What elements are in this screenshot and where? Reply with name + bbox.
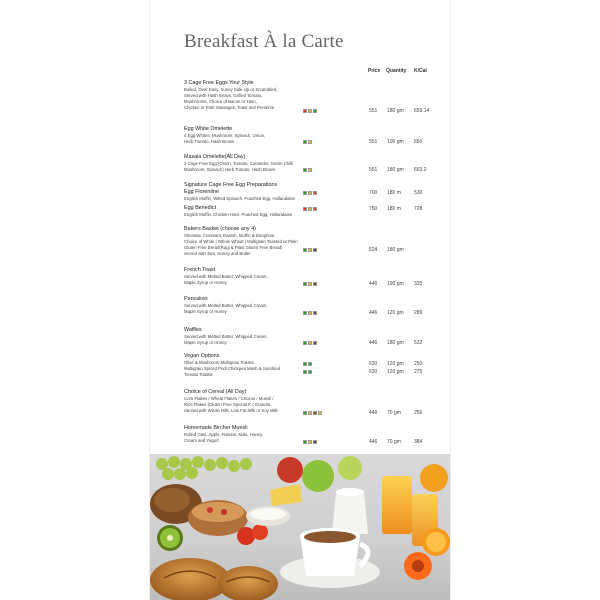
veg-icon	[303, 370, 307, 374]
non-veg-icon	[313, 207, 317, 211]
menu-page	[150, 0, 450, 600]
item-name: Masala Omelette(All Day)	[184, 154, 246, 160]
vegan-icon	[308, 370, 312, 374]
item-desc-line: Sheraton Croissant, Danish, Muffin & Doughnut	[184, 233, 275, 238]
egg-icon	[308, 311, 312, 315]
veg-icon	[303, 311, 307, 315]
dietary-icons	[303, 370, 312, 374]
item-quantity: 100 gm	[387, 139, 404, 145]
dietary-icons	[303, 341, 317, 345]
veg-icon	[303, 168, 307, 172]
item-desc-line: Herb Tomato, Hash Brown	[184, 139, 235, 144]
item-quantity: 70 gm	[387, 439, 401, 445]
egg-icon	[308, 191, 312, 195]
dietary-icons	[303, 140, 312, 144]
item-kcal: 532	[414, 340, 423, 346]
item-desc-line: Gluten Free Bread(Ragi & Plain Gluten Free Bread)	[184, 245, 283, 250]
dietary-icons	[303, 362, 312, 366]
veg-icon	[303, 191, 307, 195]
non-veg-icon	[303, 207, 307, 211]
veg-icon	[303, 411, 307, 415]
nuts-icon	[318, 411, 322, 415]
gluten-icon	[313, 341, 317, 345]
non-veg-icon	[303, 109, 307, 113]
nuts-icon	[313, 440, 317, 444]
menu-item-french-toast	[184, 267, 450, 286]
item-price: 446	[369, 439, 378, 445]
gluten-icon	[313, 411, 317, 415]
item-desc-line: Olive & Mushroom Multigrain Toastie	[184, 360, 254, 365]
item-desc-line: Chicken or Pork Sausages, Toast and Preserve	[184, 105, 275, 110]
veg-icon	[303, 248, 307, 252]
item-quantity: 180 gm	[387, 247, 404, 253]
item-quantity: 120 gm	[387, 369, 404, 375]
item-price: 551	[369, 139, 378, 145]
item-quantity: 120 gm	[387, 310, 404, 316]
item-desc-line: Served with Hash Brown, Grilled Tomato,	[184, 93, 263, 98]
gluten-icon	[313, 248, 317, 252]
egg-icon	[308, 207, 312, 211]
egg-icon	[308, 341, 312, 345]
dietary-icons	[303, 282, 317, 286]
item-price: 630	[369, 369, 378, 375]
item-name: Pancakes	[184, 296, 208, 302]
item-price: 446	[369, 310, 378, 316]
item-kcal: 256	[414, 410, 423, 416]
veg-icon	[303, 341, 307, 345]
item-kcal: 530	[414, 190, 423, 196]
quantity-column-header: Quantity	[386, 68, 407, 74]
item-desc-line: Served with Melted Butter, Whipped Cream,	[184, 274, 268, 279]
item-name: Bakers Basket (choose any 4)	[184, 226, 256, 232]
vegan-icon	[308, 362, 312, 366]
item-kcal: 384	[414, 439, 423, 445]
item-kcal: 728	[414, 206, 423, 212]
veg-icon	[303, 440, 307, 444]
item-price: 446	[369, 410, 378, 416]
dairy-icon	[308, 440, 312, 444]
item-name: Egg Benedict	[184, 205, 217, 211]
item-kcal: 275	[414, 369, 423, 375]
menu-item-bircher-muesli	[184, 425, 450, 444]
item-price: 446	[369, 281, 378, 287]
gluten-icon	[313, 311, 317, 315]
menu-item-bakers-basket	[184, 226, 450, 257]
item-quantity: 180 gm	[387, 340, 404, 346]
dietary-icons	[303, 109, 317, 113]
item-kcal: 289	[414, 310, 423, 316]
item-name: 3 Cage Free Eggs Your Style	[184, 80, 254, 86]
item-desc-line: Cream and Yogurt	[184, 438, 219, 443]
item-desc-line: served with Jam, Honey and Butter	[184, 251, 251, 256]
item-name: French Toast	[184, 267, 216, 273]
item-price: 446	[369, 340, 378, 346]
item-quantity: 180 m	[387, 206, 401, 212]
item-name: Waffles	[184, 327, 202, 333]
egg-icon	[308, 248, 312, 252]
dietary-icons	[303, 191, 317, 195]
veg-icon	[303, 362, 307, 366]
menu-item-masala-omelette	[184, 154, 450, 173]
dietary-icons	[303, 311, 317, 315]
dairy-icon	[308, 411, 312, 415]
item-price: 551	[369, 167, 378, 173]
menu-item-eggs-your-style	[184, 80, 450, 111]
egg-icon	[308, 109, 312, 113]
dietary-icons	[303, 207, 317, 211]
item-desc-line: Maple Syrup or Honey	[184, 280, 227, 285]
gluten-icon	[313, 282, 317, 286]
breakfast-photo-illustration	[150, 454, 450, 600]
section-name: Signature Cage Free Egg Preparations	[184, 182, 278, 188]
item-desc-line: Mushrooms, Choice of Bacon or Ham,	[184, 99, 257, 104]
item-name: Egg White Omelette	[184, 126, 233, 132]
item-name: Vegan Options	[184, 353, 220, 359]
item-desc-line: English Muffin, Chicken Ham, Poached Egg, Hollandaise	[184, 212, 293, 217]
item-desc-line: 4 Egg Whites, Mushroom, Spinach, Onion,	[184, 133, 266, 138]
item-price: 630	[369, 361, 378, 367]
item-price: 524	[369, 247, 378, 253]
item-price: 700	[369, 190, 378, 196]
item-desc-line: Served with Melted Butter, Whipped Cream,	[184, 334, 268, 339]
dietary-icons	[303, 440, 317, 444]
item-desc-line: Corn Flakes / Wheat Flakes / Chocos / Muesli /	[184, 396, 274, 401]
kcal-column-header: K/Cal	[414, 68, 427, 74]
egg-icon	[308, 168, 312, 172]
item-kcal: 659.14	[414, 108, 430, 114]
item-desc-line: Mushroom, Spinach) Herb Tomato, Hash Brown	[184, 167, 276, 172]
menu-title: Breakfast À la Carte	[184, 31, 344, 52]
veg-icon	[303, 140, 307, 144]
veg-icon	[313, 109, 317, 113]
menu-item-waffles	[184, 327, 450, 346]
item-desc-line: Rolled Oats, Apple, Raisins, Nuts, Honey,	[184, 432, 263, 437]
egg-icon	[308, 282, 312, 286]
item-desc-line: Multigrain Spiced Podi Chickpea Mash & Sundried	[184, 366, 281, 371]
dietary-icons	[303, 168, 312, 172]
menu-item-pancakes	[184, 296, 450, 315]
item-quantity: 70 gm	[387, 410, 401, 416]
dietary-icons	[303, 248, 317, 252]
menu-item-egg-white-omelette	[184, 126, 450, 145]
item-quantity: 190 gm	[387, 281, 404, 287]
menu-item-egg-benedict	[184, 205, 450, 218]
item-desc-line: Served with Whole Milk, Low Fat Milk or Soy Milk	[184, 408, 278, 413]
item-desc-line: Maple Syrup or Honey	[184, 309, 227, 314]
breakfast-photo	[150, 454, 450, 600]
item-desc-line: Boiled, Over Easy, Sunny Side Up or Scrambled,	[184, 87, 278, 92]
item-kcal: 250	[414, 361, 423, 367]
item-quantity: 180 m	[387, 190, 401, 196]
item-quantity: 180 gm	[387, 167, 404, 173]
item-name: Homemade Bircher Muesli	[184, 425, 248, 431]
item-kcal: 650	[414, 139, 423, 145]
item-price: 750	[369, 206, 378, 212]
item-quantity: 180 gm	[387, 108, 404, 114]
item-desc-line: Tomato Toastie	[184, 372, 213, 377]
egg-icon	[308, 140, 312, 144]
item-name: Choice of Cereal (All Day)	[184, 389, 247, 395]
item-desc-line: 3 Cage Free Egg (Onion, Tomato, Coriander, Green Chilli	[184, 161, 294, 166]
dietary-icons	[303, 411, 322, 415]
item-desc-line: English Muffin, Wilted Spinach, Poached Egg, Hollandaise	[184, 196, 295, 201]
item-kcal: 663.2	[414, 167, 427, 173]
item-price: 551	[369, 108, 378, 114]
menu-item-egg-florentine	[184, 189, 450, 202]
non-veg-icon	[313, 191, 317, 195]
item-desc-line: Maple Syrup or Honey	[184, 340, 227, 345]
item-desc-line: Choice of White | Whole Wheat | Multigrain Toasted or Plain	[184, 239, 298, 244]
menu-item-vegan-options	[184, 353, 450, 378]
section-signature-egg-preparations	[184, 182, 450, 189]
price-column-header: Price	[368, 68, 381, 74]
veg-icon	[303, 282, 307, 286]
item-desc-line: Served with Melted Butter, Whipped Cream,	[184, 303, 268, 308]
item-name: Egg Florentine	[184, 189, 220, 195]
item-desc-line: Rice Flakes (Gluten Free Special K / Granola	[184, 402, 270, 407]
item-kcal: 335	[414, 281, 423, 287]
item-quantity: 120 gm	[387, 361, 404, 367]
